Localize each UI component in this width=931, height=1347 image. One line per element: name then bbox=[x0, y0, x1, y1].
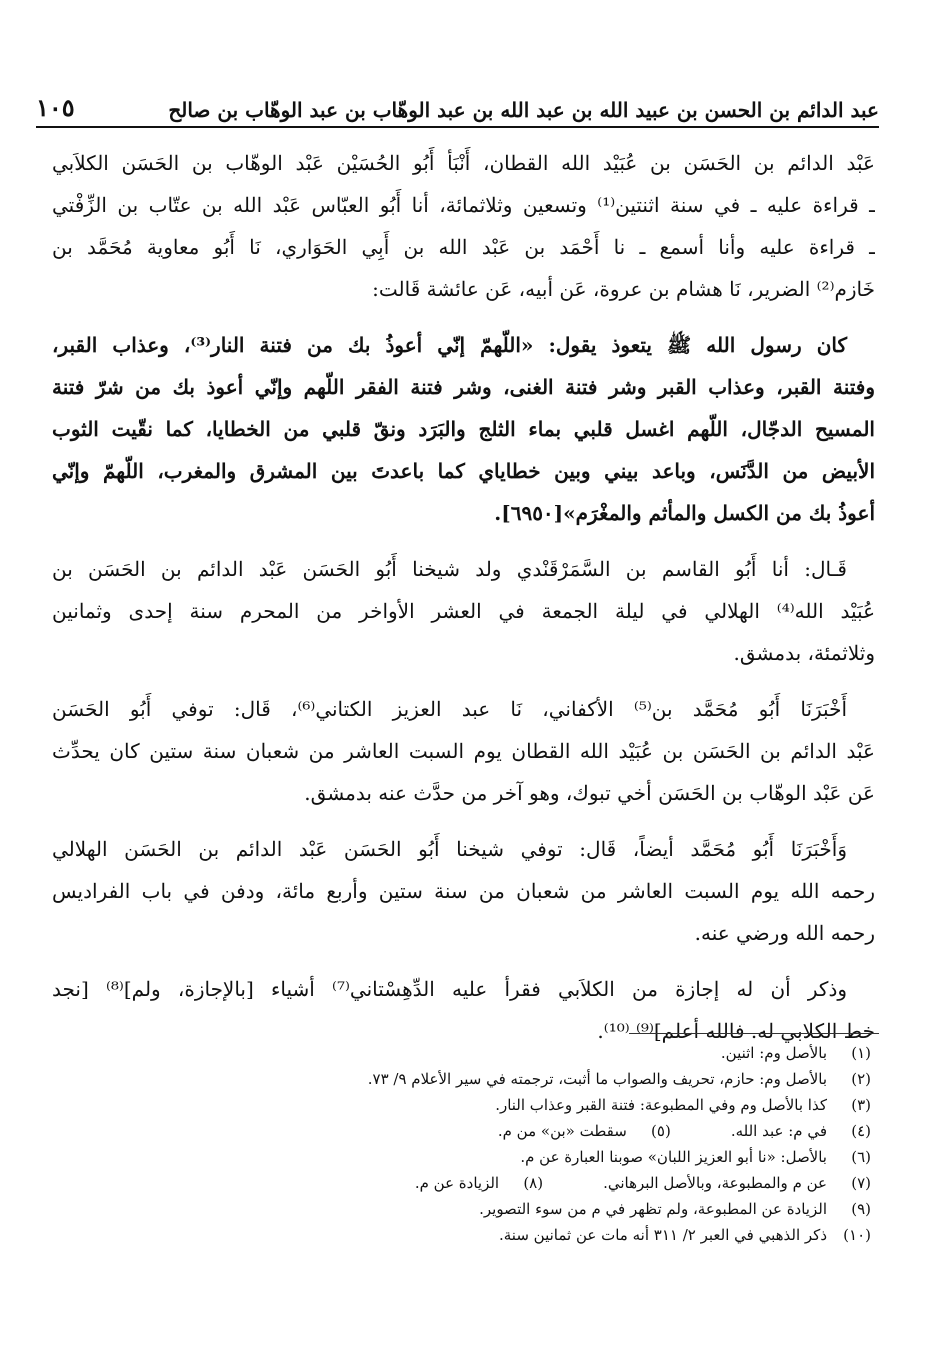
text-line: وَأَخْبَرَنَا أَبُو مُحَمَّد أيضاً، قَال: توفي شيخنا أَبُو الحَسَن عَبْد الدائم بن الحَسَن الهلالي bbox=[52, 837, 847, 861]
footnote-text: في م: عبد الله. bbox=[730, 1122, 827, 1140]
paragraph-hadith bbox=[52, 324, 875, 534]
text-line: رحمه الله يوم السبت العاشر من شعبان من سنة ستين وأربع مائة، ودفن في باب الفراديس bbox=[52, 879, 875, 903]
footnote-number: (٧) bbox=[851, 1174, 871, 1192]
footnote bbox=[80, 1040, 871, 1066]
text-line: عُبَيْد الله⁽⁴⁾ الهلالي في ليلة الجمعة في العشر الأواخر من المحرم سنة إحدى وثمانين bbox=[52, 599, 875, 623]
footnote-text: ذكر الذهبي في العبر ٢/ ٣١١ أنه مات عن ثمانين سنة. bbox=[499, 1226, 827, 1244]
footnote-text: بالأصل: «نا أبو العزيز اللبان» صوبنا العبارة عن م. bbox=[520, 1148, 827, 1166]
text-line: عَن عَبْد الوهّاب بن الحَسَن أخي تبوك، وهو آخر من حدَّث عنه بدمشق. bbox=[304, 781, 875, 805]
text-line: المسيح الدجّال، اللّهم اغسل قلبي بماء الثلج والبَرَد ونقّ قلبي من الخطايا، كما نقّيت الثوب bbox=[52, 417, 875, 441]
footnote-number: (٣) bbox=[851, 1096, 871, 1114]
footnote-number: (٤) bbox=[851, 1122, 871, 1140]
footnote-text: بالأصل وم: حازم، تحريف والصواب ما أثبت، ترجمته في سير الأعلام ٩/ ٧٣. bbox=[367, 1070, 827, 1088]
footnote-text: كذا بالأصل وم وفي المطبوعة: فتنة القبر وعذاب النار. bbox=[495, 1096, 827, 1114]
footnote-text: بالأصل وم: اثنين. bbox=[720, 1044, 827, 1062]
running-header bbox=[36, 82, 879, 128]
footnote-number: (٩) bbox=[851, 1200, 871, 1218]
page-number: ١٠٥ bbox=[36, 93, 75, 122]
footnote-text: عن م والمطبوعة، وبالأصل البرهاني. bbox=[603, 1174, 827, 1192]
text-line: أعوذُ بك من الكسل والمأثم والمغْرَم»[٦٩٥٠]. bbox=[494, 501, 875, 525]
footnote-number: (١٠) bbox=[843, 1226, 871, 1244]
footnote-number: (٨) bbox=[523, 1174, 544, 1192]
text-line: وثلاثمئة، بدمشق. bbox=[733, 641, 875, 665]
paragraph-birth bbox=[52, 548, 875, 674]
paragraph-isnad bbox=[52, 142, 875, 310]
footnote-text: سقطت «بن» من م. bbox=[497, 1122, 627, 1140]
main-text bbox=[52, 142, 875, 1066]
text-line: رحمه الله ورضي عنه. bbox=[694, 921, 875, 945]
footnote-text: الزيادة عن م. bbox=[414, 1174, 500, 1192]
text-line: ـ قراءة عليه وأنا أسمع ـ نا أَحْمَد بن عَبْد الله بن أَبِي الحَوَاري، نَا أَبُو معاوية مُحَمَّد بن bbox=[52, 235, 875, 259]
text-line: خَازم⁽²⁾ الضرير، نَا هشام بن عروة، عَن أبيه، عَن عائشة قَالت: bbox=[372, 277, 875, 301]
footnote-number: (١) bbox=[851, 1044, 871, 1062]
paragraph-death-2 bbox=[52, 828, 875, 954]
text-line: أَخْبَرَنَا أَبُو مُحَمَّد بن⁽⁵⁾ الأكفاني، نَا عبد العزيز الكتاني⁽⁶⁾، قَال: توفي أَبُو الحَسَن bbox=[52, 697, 847, 721]
footnote bbox=[80, 1118, 871, 1144]
paragraph-death-1 bbox=[52, 688, 875, 814]
footnote-text: الزيادة عن المطبوعة، ولم تظهر في م من سوء التصوير. bbox=[479, 1200, 827, 1218]
text-line: قَـال: أنا أَبُو القاسم بن السَّمَرْقَنْدي ولد شيخنا أَبُو الحَسَن عَبْد الدائم بن الحَسَن بن bbox=[52, 557, 847, 581]
text-line: ـ قراءة عليه ـ في سنة اثنتين⁽¹⁾ وتسعين وثلاثمائة، أنا أَبُو العبّاس عَبْد الله بن عتّاب بن الزِّفْتي bbox=[52, 193, 875, 217]
text-line: وفتنة القبر، وعذاب القبر وشر فتنة الغنى، وشر فتنة الفقر اللّهم وإنّي أعوذ بك من شرّ فتنة bbox=[52, 375, 875, 399]
footnote bbox=[80, 1144, 871, 1170]
footnote-divider bbox=[629, 1033, 879, 1034]
text-line: كان رسول الله ﷺ يتعوذ يقول: «اللّهمّ إنّي أعوذُ بك من فتنة النار⁽³⁾، وعذاب القبر، bbox=[52, 333, 848, 357]
footnotes bbox=[80, 1040, 871, 1248]
footnote-number: (٢) bbox=[851, 1070, 871, 1088]
text-line: عَبْد الدائم بن الحَسَن بن عُبَيْد الله القطان يوم السبت العاشر من شعبان سنة ستين كان يحدِّث bbox=[52, 739, 875, 763]
text-line: عَبْد الدائم بن الحَسَن بن عُبَيْد الله القطان، أَنْبَأ أَبُو الحُسَيْن عَبْد الوهّاب بن الحَسَن الكلاَبي bbox=[52, 151, 875, 175]
running-title: عبد الدائم بن الحسن بن عبيد الله بن عبد الله بن عبد الوهّاب بن عبد الوهّاب بن صالح bbox=[168, 98, 879, 122]
footnote-number: (٥) bbox=[651, 1122, 671, 1140]
text-line: وذكر أن له إجازة من الكلاَبي فقرأ عليه الدِّهِسْتاني⁽⁷⁾ أشياء [بالإجازة، ولم]⁽⁸⁾ [نجد bbox=[52, 977, 848, 1001]
footnote bbox=[80, 1066, 871, 1092]
footnote bbox=[80, 1170, 871, 1196]
text-line: الأبيض من الدَّنَس، وباعد بيني وبين خطاياي كما باعدتَ بين المشرق والمغرب، اللّهمّ وإنّي bbox=[52, 459, 875, 483]
footnote bbox=[80, 1092, 871, 1118]
footnote bbox=[80, 1196, 871, 1222]
text-line: خط الكلابي له. فالله أعلم]⁽⁹⁾ ⁽¹⁰⁾. bbox=[597, 1019, 875, 1043]
footnote bbox=[80, 1222, 871, 1248]
footnote-number: (٦) bbox=[851, 1148, 871, 1166]
